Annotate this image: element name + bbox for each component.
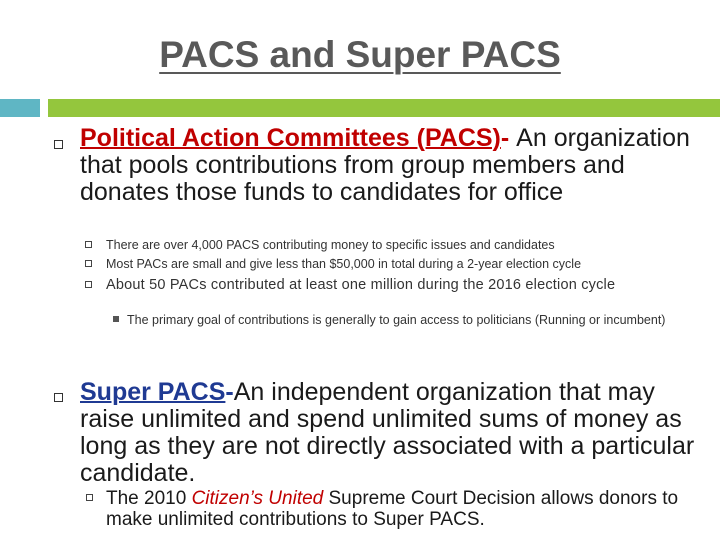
pacs-goal-note: The primary goal of contributions is generally to gain access to politicians (Running or incumbent) (127, 313, 666, 327)
slide-title: PACS and Super PACS (159, 34, 561, 75)
super-pacs-dash: - (225, 378, 234, 406)
citizens-united-case: Citizen’s United (191, 488, 324, 509)
pacs-term: Political Action Committees (PACS) (80, 124, 501, 152)
super-pacs-term: Super PACS (80, 378, 226, 406)
square-bullet-icon (85, 281, 92, 288)
square-bullet-icon (54, 140, 63, 149)
accent-bar-teal (0, 99, 40, 117)
pacs-size-note: Most PACs are small and give less than $50,000 in total during a 2-year election cycle (106, 257, 582, 271)
accent-bar-green (48, 99, 720, 117)
square-bullet-icon (85, 241, 92, 248)
citizens-united-before: The 2010 (106, 488, 192, 509)
pacs-million-note: About 50 PACs contributed at least one million during the 2016 election cycle (106, 277, 616, 293)
square-bullet-icon (86, 494, 93, 501)
super-pacs-definition (80, 379, 700, 487)
pacs-definition (80, 125, 700, 206)
pacs-dash: - (500, 124, 517, 152)
filled-square-bullet-icon (113, 316, 119, 322)
citizens-united-note (106, 488, 706, 530)
square-bullet-icon (85, 260, 92, 267)
square-bullet-icon (54, 393, 63, 402)
pacs-count-note: There are over 4,000 PACS contributing money to specific issues and candidates (106, 238, 555, 252)
super-pacs-description: An independent organization that may raise unlimited and spend unlimited sums of money as long as they are not directly associated with a particular candidate. (80, 378, 695, 487)
citizens-united-after: Supreme Court Decision allows donors to make unlimited contributions to Super PACS. (106, 488, 679, 530)
pacs-description: An organization that pools contributions from group members and donates those funds to candidates for office (80, 124, 690, 206)
